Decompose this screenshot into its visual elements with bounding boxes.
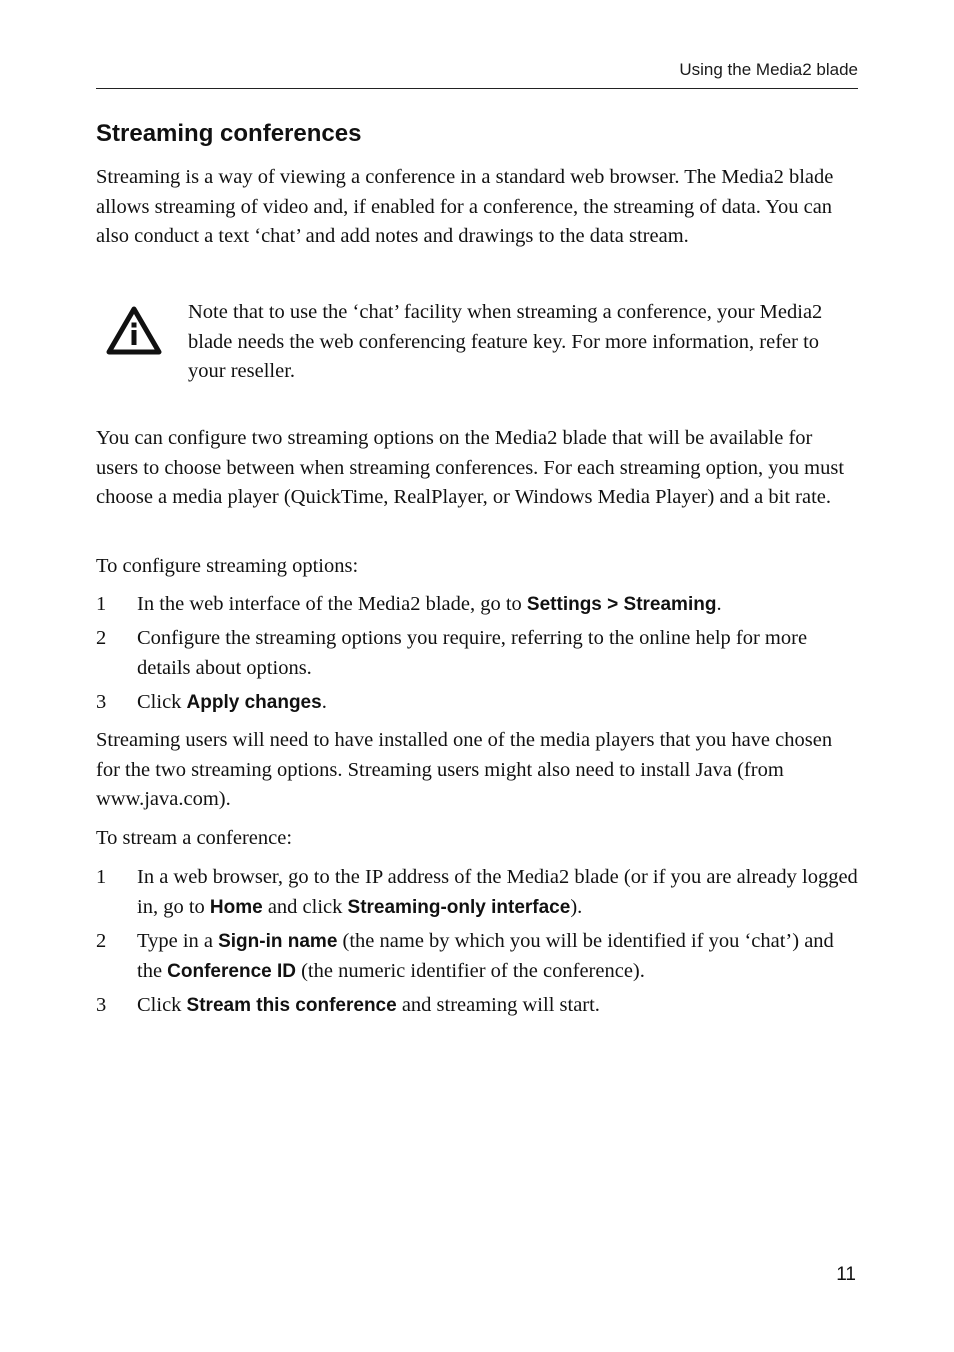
page-header — [96, 58, 858, 89]
stream-this-conference-ui-label: Stream this conference — [186, 994, 397, 1016]
stream-lead: To stream a conference: — [96, 827, 293, 849]
section-title: Streaming conferences — [96, 120, 362, 147]
note-text: Note that to use the ‘chat’ facility when streaming a conference, your Media2 blade needs the web conferencing feature key. For more information, refer to your reseller. — [188, 301, 823, 383]
settings-streaming-ui-label: Settings > Streaming — [526, 594, 717, 615]
streaming-only-interface-ui-label: Streaming-only interface — [347, 896, 571, 918]
step-text-middle: and click — [262, 895, 348, 918]
step-number: 3 — [96, 993, 107, 1016]
config-paragraph: You can configure two streaming options on the Media2 blade that will be available for users to choose between when streaming conferences. For each streaming option, you must choose a media player (QuickTime, RealPlayer, or Windows Media Player) and a bit rate. — [96, 427, 845, 509]
step-number: 2 — [96, 627, 107, 650]
step-text: In the web interface of the Media2 blade, go to — [137, 593, 527, 615]
page-number: 11 — [836, 1264, 856, 1285]
sign-in-name-ui-label: Sign-in name — [218, 930, 338, 952]
step-text: In a web browser, go to the IP address of the Media2 blade (or if you are already logged in, go to — [137, 866, 858, 918]
stream-step-1 — [96, 863, 858, 922]
step-text: Click — [137, 993, 187, 1016]
step-number: 3 — [96, 691, 107, 714]
step-text: Type in a — [137, 929, 219, 952]
users-paragraph: Streaming users will need to have installed one of the media players that you have chosen for the two streaming options. Streaming users might also need to install Java (from www.java.com). — [96, 729, 833, 811]
apply-changes-ui-label: Apply changes — [186, 692, 322, 714]
step-number: 1 — [96, 593, 107, 615]
config-lead: To configure streaming options: — [96, 555, 359, 577]
step-text-end: (the numeric identifier of the conference). — [295, 959, 645, 982]
home-ui-label: Home — [209, 896, 263, 918]
step-text-end: ). — [570, 895, 583, 918]
conference-id-ui-label: Conference ID — [167, 960, 296, 982]
config-step-1 — [96, 590, 858, 620]
config-step-3 — [96, 688, 858, 718]
stream-step-3 — [96, 991, 858, 1021]
step-text-middle: (the name by which you will be identified if you ‘chat’) and the — [137, 929, 834, 982]
info-warning-icon — [106, 306, 162, 356]
step-text-end: and streaming will start. — [396, 993, 600, 1016]
step-text-end: . — [321, 691, 327, 714]
config-step-2 — [96, 624, 858, 683]
step-number: 2 — [96, 929, 107, 952]
step-number: 1 — [96, 866, 107, 888]
intro-paragraph: Streaming is a way of viewing a conference in a standard web browser. The Media2 blade allows streaming of video and, if enabled for a conference, the streaming of data. You can also conduct a text ‘chat’ and add notes and drawings to the data stream. — [96, 166, 834, 248]
stream-steps — [96, 863, 858, 1025]
step-text: Configure the streaming options you require, referring to the online help for more details about options. — [137, 627, 808, 679]
step-text-end: . — [716, 593, 722, 615]
step-text: Click — [137, 691, 187, 714]
running-header-title: Using the Media2 blade — [679, 60, 858, 79]
stream-step-2 — [96, 927, 858, 986]
config-steps — [96, 590, 858, 722]
